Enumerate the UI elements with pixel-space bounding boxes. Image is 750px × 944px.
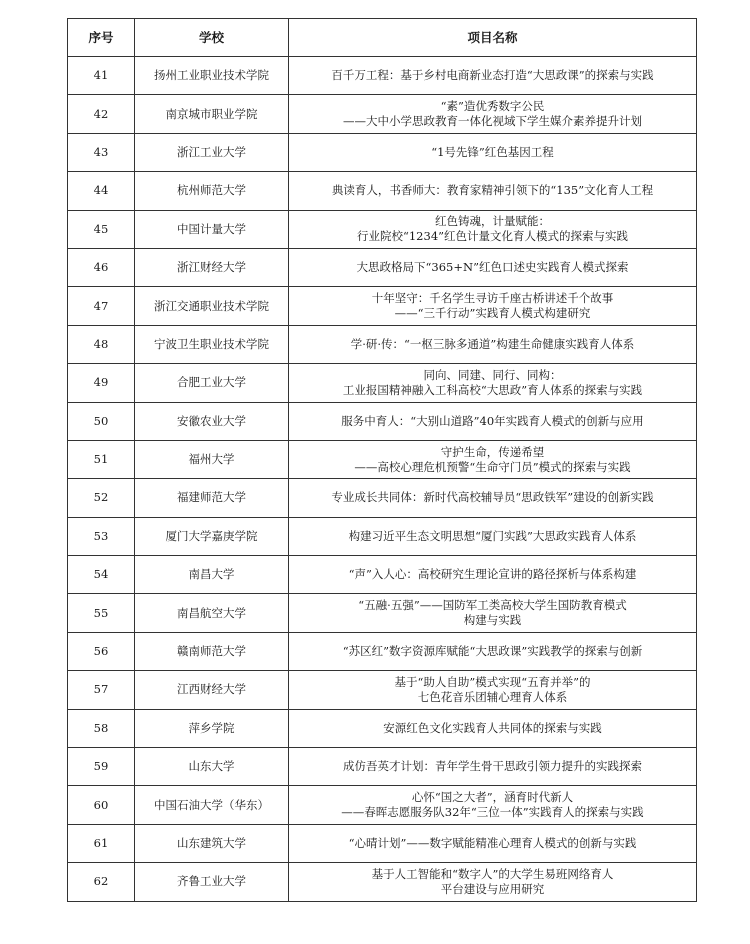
header-project: 项目名称 (289, 19, 697, 57)
table-row (68, 364, 697, 402)
project-line: 红色铸魂，计量赋能： (435, 214, 550, 229)
table-row (68, 517, 697, 555)
table-row (68, 133, 697, 171)
row-school: 浙江工业大学 (135, 133, 289, 171)
row-school: 南京城市职业学院 (135, 95, 289, 133)
row-number: 47 (68, 287, 135, 325)
project-line: 构建习近平生态文明思想“厦门实践”大思政实践育人体系 (348, 528, 637, 543)
table-row (68, 709, 697, 747)
row-number: 55 (68, 594, 135, 632)
row-project (289, 95, 697, 133)
row-project (289, 786, 697, 824)
row-number: 58 (68, 709, 135, 747)
project-line: ——大中小学思政教育一体化视域下学生媒介素养提升计划 (343, 114, 642, 129)
row-school: 安徽农业大学 (135, 402, 289, 440)
project-line: 行业院校“1234”红色计量文化育人模式的探索与实践 (356, 229, 629, 244)
row-project (289, 287, 697, 325)
row-school: 厦门大学嘉庚学院 (135, 517, 289, 555)
row-number: 41 (68, 57, 135, 95)
row-school: 浙江财经大学 (135, 248, 289, 286)
row-number: 53 (68, 517, 135, 555)
row-school: 南昌航空大学 (135, 594, 289, 632)
row-project (289, 479, 697, 517)
project-line: 学·研·传：“一枢三脉多通道”构建生命健康实践育人体系 (350, 336, 635, 351)
table-row (68, 786, 697, 824)
row-number: 57 (68, 671, 135, 709)
row-school: 江西财经大学 (135, 671, 289, 709)
row-project (289, 824, 697, 862)
row-number: 51 (68, 440, 135, 478)
table-row (68, 440, 697, 478)
row-number: 42 (68, 95, 135, 133)
row-number: 44 (68, 172, 135, 210)
project-line: 成仿吾英才计划：青年学生骨干思政引领力提升的实践探索 (343, 759, 642, 774)
row-school: 浙江交通职业技术学院 (135, 287, 289, 325)
table-row (68, 556, 697, 594)
row-project (289, 556, 697, 594)
project-line: ——高校心理危机预警“生命守门员”模式的探索与实践 (354, 459, 631, 474)
project-line: 平台建设与应用研究 (440, 881, 545, 896)
row-school: 福州大学 (135, 440, 289, 478)
project-line: 心怀“国之大者”，涵育时代新人 (411, 790, 574, 805)
header-school: 学校 (135, 19, 289, 57)
row-school: 中国计量大学 (135, 210, 289, 248)
project-line: 十年坚守：千名学生寻访千座古桥讲述千个故事 (371, 291, 614, 306)
table-row (68, 210, 697, 248)
row-project (289, 440, 697, 478)
project-line: 典读育人，书香师大：教育家精神引领下的“135”文化育人工程 (331, 183, 654, 198)
project-line: “五融·五强”——国防军工类高校大学生国防教育模式 (358, 598, 627, 613)
project-line: 服务中育人：“大别山道路”40年实践育人模式的创新与应用 (341, 413, 644, 428)
row-project (289, 133, 697, 171)
row-number: 62 (68, 863, 135, 901)
row-school: 中国石油大学（华东） (135, 786, 289, 824)
row-number: 50 (68, 402, 135, 440)
project-line: 基于人工智能和“数字人”的大学生易班网络育人 (371, 866, 614, 881)
table-row (68, 287, 697, 325)
row-project (289, 364, 697, 402)
row-school: 杭州师范大学 (135, 172, 289, 210)
table-row (68, 671, 697, 709)
row-school: 合肥工业大学 (135, 364, 289, 402)
row-number: 43 (68, 133, 135, 171)
row-number: 56 (68, 632, 135, 670)
table-row (68, 325, 697, 363)
table-row (68, 863, 697, 901)
row-school: 宁波卫生职业技术学院 (135, 325, 289, 363)
project-line: ——春晖志愿服务队32年“三位一体”实践育人的探索与实践 (341, 805, 644, 820)
table-row (68, 172, 697, 210)
row-school: 山东大学 (135, 748, 289, 786)
project-line: “心晴计划”——数字赋能精准心理育人模式的创新与实践 (348, 836, 637, 850)
row-number: 52 (68, 479, 135, 517)
row-number: 59 (68, 748, 135, 786)
row-number: 54 (68, 556, 135, 594)
project-line: “苏区红”数字资源库赋能“大思政课”实践教学的探索与创新 (342, 644, 643, 659)
row-number: 45 (68, 210, 135, 248)
row-project (289, 210, 697, 248)
row-project (289, 325, 697, 363)
row-school: 扬州工业职业技术学院 (135, 57, 289, 95)
row-number: 48 (68, 325, 135, 363)
row-project (289, 57, 697, 95)
row-project (289, 709, 697, 747)
project-table (67, 18, 697, 902)
project-line: 大思政格局下“365+N”红色口述史实践育人模式探索 (356, 260, 629, 275)
row-school: 山东建筑大学 (135, 824, 289, 862)
table-row (68, 248, 697, 286)
project-line: 构建与实践 (463, 613, 522, 628)
row-number: 61 (68, 824, 135, 862)
project-line: ——“三千行动”实践育人模式构建研究 (394, 306, 591, 321)
row-school: 萍乡学院 (135, 709, 289, 747)
row-school: 福建师范大学 (135, 479, 289, 517)
project-line: 同向、同建、同行、同构： (423, 367, 562, 382)
row-project (289, 748, 697, 786)
row-school: 南昌大学 (135, 556, 289, 594)
table-row (68, 95, 697, 133)
header-row (68, 19, 697, 57)
project-line: 安源红色文化实践育人共同体的探索与实践 (383, 720, 602, 735)
row-number: 60 (68, 786, 135, 824)
project-line: 守护生命，传递希望 (440, 444, 545, 459)
row-project (289, 671, 697, 709)
row-project (289, 632, 697, 670)
row-number: 49 (68, 364, 135, 402)
row-project (289, 172, 697, 210)
project-line: 百千万工程：基于乡村电商新业态打造“大思政课”的探索与实践 (331, 68, 654, 83)
table-row (68, 479, 697, 517)
project-line: “声”入人心：高校研究生理论宣讲的路径探析与体系构建 (348, 567, 637, 582)
project-line: “素”造优秀数字公民 (440, 99, 545, 114)
row-project (289, 402, 697, 440)
table-row (68, 824, 697, 862)
row-project (289, 248, 697, 286)
table-row (68, 402, 697, 440)
row-project (289, 863, 697, 901)
project-line: 七色花音乐团辅心理育人体系 (417, 689, 568, 704)
table-row (68, 632, 697, 670)
row-school: 齐鲁工业大学 (135, 863, 289, 901)
project-line: 专业成长共同体：新时代高校辅导员“思政铁军”建设的创新实践 (331, 490, 654, 505)
row-number: 46 (68, 248, 135, 286)
project-line: 工业报国精神融入工科高校“大思政”育人体系的探索与实践 (342, 382, 643, 397)
table-row (68, 57, 697, 95)
row-project (289, 517, 697, 555)
row-project (289, 594, 697, 632)
header-no: 序号 (68, 19, 135, 57)
project-line: 基于“助人自助”模式实现“五育并举”的 (394, 674, 591, 689)
row-school: 赣南师范大学 (135, 632, 289, 670)
table-row (68, 748, 697, 786)
table-row (68, 594, 697, 632)
project-line: “1号先锋”红色基因工程 (431, 144, 554, 159)
